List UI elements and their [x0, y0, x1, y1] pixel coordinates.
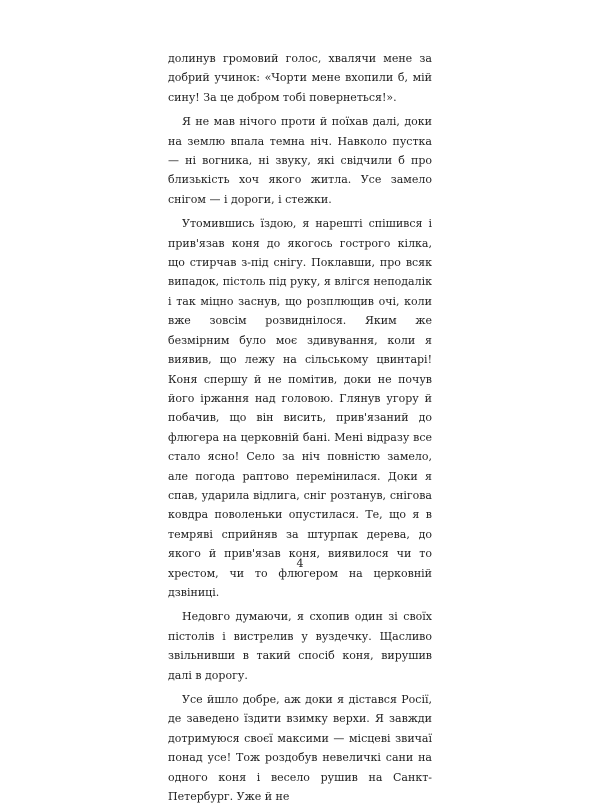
body-text [168, 49, 432, 811]
page-number: 4 [296, 557, 304, 570]
paragraph-1: долинув громовий голос, хвалячи мене за добрий учинок: «Чорти мене вхопили б, мій сину! За це добром тобі повернеться!». [168, 52, 432, 104]
paragraph-5: Усе йшло добре, аж доки я дістався Росії, де заведено їздити взимку верхи. Я завжди дотримуюся своєї максими — місцеві звичаї понад усе! Тож роздобув невеличкі сани на одного коня і весело рушив на Санкт-Петербург. Уже й не [168, 693, 432, 804]
paragraph-4: Недовго думаючи, я схопив один зі своїх пістолів і вистрелив у вуздечку. Щасливо звільнивши в такий спосіб коня, вирушив далі в дорогу. [168, 610, 432, 682]
paragraph-2: Я не мав нічого проти й поїхав далі, доки на землю впала темна ніч. Навколо пустка — ні вогника, ні звуку, які свідчили б про близькість хоч якого житла. Усе замело снігом — і дороги, і стежки. [168, 115, 432, 206]
paragraph-3: Утомившись їздою, я нарешті спішився і прив'язав коня до якогось гострого кілка, що стирчав з-під снігу. Поклавши, про всяк випадок, пістоль під руку, я влігся неподалік і так міцно заснув, що розплющив очі, коли вже зовсім розвиднілося. Яким же безмірним було моє здивування, коли я виявив, що лежу на сільському цвинтарі! Коня спершу й не помітив, доки не почув його іржання над головою. Глянув угору й побачив, що він висить, прив'язаний до флюгера на церковній бані. Мені відразу все стало ясно! Село за ніч повністю замело, але погода раптово перемінилася. Доки я спав, ударила відлига, сніг розтанув, снігова ковдра поволеньки опустилася. Те, що я в темряві сприйняв за штурпак дерева, до якого й прив'язав коня, виявилося чи то хрестом, чи то флюгером на церковній дзвіниці. [168, 217, 432, 599]
